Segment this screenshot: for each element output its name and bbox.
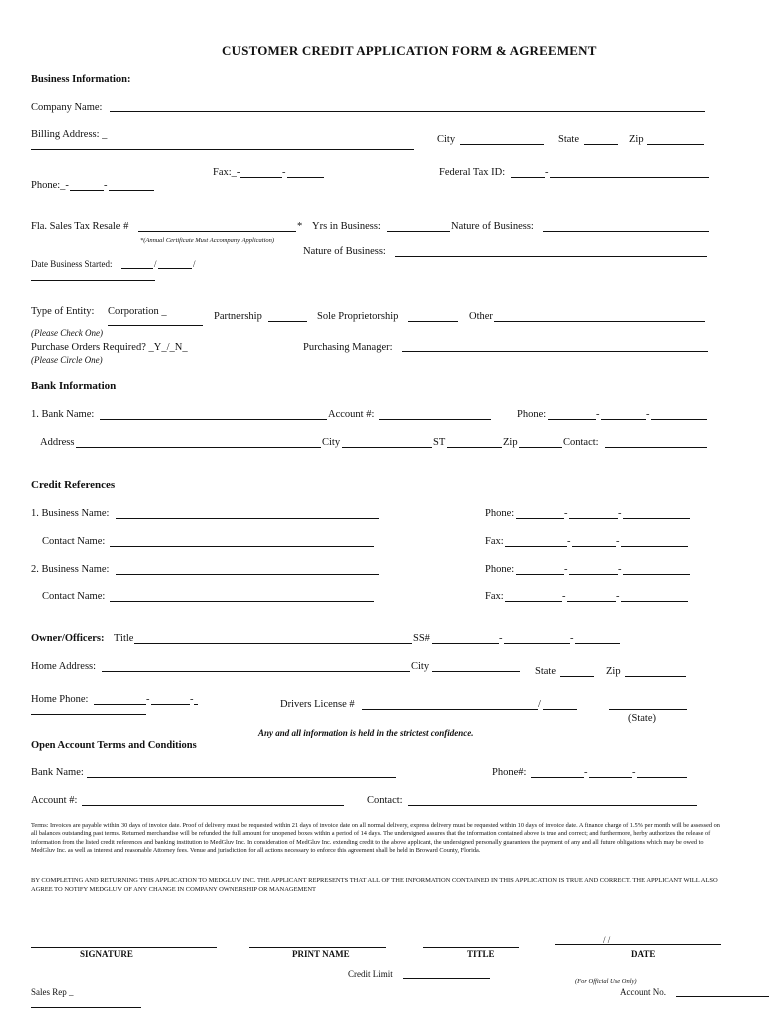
signature-field[interactable] (31, 947, 217, 948)
terms-contact-field[interactable] (408, 805, 697, 806)
credit-fax-1-field-c[interactable] (621, 546, 688, 547)
sales-rep-label: Sales Rep _ (31, 987, 74, 997)
owner-title-label: Title (114, 633, 134, 644)
fax-field-b[interactable] (287, 177, 324, 178)
fax-dash: - (282, 167, 286, 178)
home-phone-field-d[interactable] (31, 714, 146, 715)
company-name-label: Company Name: (31, 102, 103, 113)
sales-tax-label: Fla. Sales Tax Resale # (31, 221, 129, 232)
federal-tax-id-label: Federal Tax ID: (439, 167, 506, 178)
nature-business-label-2: Nature of Business: (303, 246, 386, 257)
circle-one-note: (Please Circle One) (31, 355, 103, 365)
terms-contact-label: Contact: (367, 795, 403, 806)
date-label: DATE (631, 949, 656, 959)
fax-label: Fax:_- (213, 167, 241, 178)
credit-fax-2-field-b[interactable] (567, 601, 616, 602)
official-use-note: (For Official Use Only) (575, 978, 637, 985)
ss-label: SS# (413, 633, 430, 644)
credit-phone-1-dash-2: - (618, 508, 622, 519)
sales-tax-field[interactable] (138, 231, 296, 232)
agreement-paragraph: BY COMPLETING AND RETURNING THIS APPLICATION TO MEDGLUV INC. THE APPLICANT REPRESENTS THAT ALL OF THE INFORMATION CONTAINED IN THIS APPLICATION IS TRUE AND CORRECT. THE APPLICANT WILL ALSO AGREE TO NOTIFY MEDGLUV OF ANY CHANGE IN COMPANY OWNERSHIP OR MANAGEMENT (31, 877, 718, 893)
purchasing-manager-field[interactable] (402, 351, 708, 352)
bank-account-label: Account #: (328, 409, 375, 420)
home-address-field[interactable] (102, 671, 410, 672)
credit-contact-name-2-field[interactable] (110, 601, 374, 602)
credit-fax-1-dash-1: - (567, 536, 571, 547)
date-slash-1: / (154, 259, 157, 269)
credit-phone-2-label: Phone: (485, 564, 515, 575)
credit-contact-name-1-label: Contact Name: (42, 536, 106, 547)
state-label: State (558, 134, 579, 145)
terms-phone-field-c[interactable] (637, 777, 687, 778)
yrs-in-business-label: Yrs in Business: (312, 221, 381, 232)
zip-field[interactable] (647, 144, 704, 145)
credit-limit-label: Credit Limit (348, 969, 393, 979)
date-started-month[interactable] (121, 268, 153, 269)
date-slash-2: / (193, 259, 196, 269)
business-info-heading: Business Information: (31, 74, 131, 85)
credit-phone-2-dash-1: - (564, 564, 568, 575)
drivers-license-extra[interactable] (543, 709, 577, 710)
terms-phone-field-b[interactable] (589, 777, 632, 778)
credit-references-heading: Credit References (31, 479, 116, 491)
drivers-license-field[interactable] (362, 709, 538, 710)
ss-dash-2: - (570, 633, 574, 644)
terms-paragraph: Terms: Invoices are payable within 30 days of invoice date. Proof of delivery must be requested within 21 days of invoice date on all normal delivery, express delivery must be requested within 10 days of invoice date. A finance charge of 1.5% per month will be assessed on all balances outstanding past terms. Returned merchandise will be refunded the full amount for unopened boxes within a period of 14 days. The undersigned assures that the information contained above is true and correct; and furthermore, herby authorizes the release of information from the listed credit references and banking institution to MedGluv Inc. In consideration of MedGluv Inc. extending credit to the above applicant, the undersigned personally guarantees the payment of any and all future obligations which may be owed to MedGluv Inc. as well as interest and reasonable Attorney fees. Venue and jurisdiction for all actions necessary to enforce this agreement shall be held in Broward County, Florida. (31, 822, 720, 854)
terms-phone-dash-1: - (584, 767, 588, 778)
owner-city-field[interactable] (432, 671, 520, 672)
bank-phone-label: Phone: (517, 409, 547, 420)
phone-label: Phone:_- (31, 180, 69, 191)
po-required-label[interactable]: Purchase Orders Required? _Y_/_N_ (31, 342, 188, 353)
credit-phone-2-field-c[interactable] (623, 574, 690, 575)
certificate-note: *(Annual Certificate Must Accompany Application) (140, 237, 275, 244)
nature-business-label: Nature of Business: (451, 221, 534, 232)
bank-address-field[interactable] (76, 447, 321, 448)
credit-fax-2-dash-2: - (616, 591, 620, 602)
credit-fax-1-label: Fax: (485, 536, 504, 547)
bank-zip-field[interactable] (519, 447, 562, 448)
date-started-day[interactable] (158, 268, 192, 269)
home-phone-field-c[interactable] (194, 704, 198, 705)
nature-business-field[interactable] (543, 231, 709, 232)
date-started-label: Date Business Started: (31, 259, 113, 269)
state-field[interactable] (584, 144, 618, 145)
terms-phone-field-a[interactable] (531, 777, 584, 778)
owner-officers-heading: Owner/Officers: (31, 633, 105, 644)
credit-fax-2-dash-1: - (562, 591, 566, 602)
credit-phone-2-dash-2: - (618, 564, 622, 575)
owner-state-field[interactable] (560, 676, 594, 677)
title-label: TITLE (467, 949, 495, 959)
credit-phone-2-field-b[interactable] (569, 574, 618, 575)
credit-limit-field[interactable] (403, 978, 490, 979)
bank-city-label: City (322, 437, 341, 448)
credit-business-name-2-field[interactable] (116, 574, 379, 575)
credit-contact-name-2-label: Contact Name: (42, 591, 106, 602)
credit-fax-1-dash-2: - (616, 536, 620, 547)
city-label: City (437, 134, 456, 145)
print-name-field[interactable] (249, 947, 386, 948)
federal-tax-id-field-a[interactable] (511, 177, 545, 178)
bank-phone-dash-1: - (596, 409, 600, 420)
ss-field-b[interactable] (504, 643, 570, 644)
yrs-in-business-field[interactable] (387, 231, 450, 232)
other-line[interactable] (494, 321, 705, 322)
home-phone-label: Home Phone: (31, 694, 89, 705)
billing-address-field[interactable] (31, 149, 414, 150)
phone-field-b[interactable] (109, 190, 154, 191)
owner-zip-label: Zip (606, 666, 621, 677)
account-no-field[interactable] (676, 996, 769, 997)
owner-zip-field[interactable] (625, 676, 686, 677)
ss-dash-1: - (499, 633, 503, 644)
corporation-line[interactable] (108, 325, 203, 326)
terms-phone-label: Phone#: (492, 767, 527, 778)
credit-contact-name-1-field[interactable] (110, 546, 374, 547)
partnership-option[interactable]: Partnership (214, 311, 262, 322)
terms-bank-name-label: Bank Name: (31, 767, 84, 778)
home-phone-dash-2: - (190, 694, 194, 705)
sales-rep-field[interactable] (31, 1007, 141, 1008)
fax-field-a[interactable] (240, 177, 282, 178)
partnership-line[interactable] (268, 321, 307, 322)
other-option[interactable]: Other (469, 311, 493, 322)
open-account-heading: Open Account Terms and Conditions (31, 740, 197, 751)
bank-st-label: ST (433, 437, 446, 448)
credit-fax-2-label: Fax: (485, 591, 504, 602)
print-name-label: PRINT NAME (292, 949, 350, 959)
company-name-field[interactable] (110, 111, 705, 112)
home-phone-field-a[interactable] (94, 704, 146, 705)
confidential-note: Any and all information is held in the strictest confidence. (258, 728, 474, 738)
federal-tax-id-field-b[interactable] (550, 177, 709, 178)
date-slashes: / / (603, 935, 611, 945)
drivers-license-label: Drivers License # (280, 699, 355, 710)
terms-bank-name-field[interactable] (87, 777, 396, 778)
date-field[interactable] (555, 944, 721, 945)
bank-contact-field[interactable] (605, 447, 707, 448)
ss-field-a[interactable] (432, 643, 499, 644)
terms-phone-dash-2: - (632, 767, 636, 778)
owner-city-label: City (411, 661, 430, 672)
billing-address-label: Billing Address: _ (31, 129, 108, 140)
bank-phone-field-a[interactable] (548, 419, 596, 420)
date-started-year[interactable] (31, 280, 155, 281)
bank-contact-label: Contact: (563, 437, 599, 448)
phone-dash: - (104, 180, 108, 191)
bank-name-label: 1. Bank Name: (31, 409, 95, 420)
credit-phone-2-field-a[interactable] (516, 574, 564, 575)
purchasing-manager-label: Purchasing Manager: (303, 342, 393, 353)
form-title: CUSTOMER CREDIT APPLICATION FORM & AGREEMENT (222, 43, 597, 58)
credit-phone-1-field-b[interactable] (569, 518, 618, 519)
federal-tax-id-dash: - (545, 167, 549, 178)
sales-tax-star: * (297, 221, 303, 232)
credit-fax-1-field-b[interactable] (572, 546, 616, 547)
bank-phone-dash-2: - (646, 409, 650, 420)
credit-business-name-2-label: 2. Business Name: (31, 564, 110, 575)
phone-field-a[interactable] (70, 190, 104, 191)
home-address-label: Home Address: (31, 661, 97, 672)
bank-phone-field-c[interactable] (651, 419, 707, 420)
credit-phone-1-field-a[interactable] (516, 518, 564, 519)
bank-city-field[interactable] (342, 447, 432, 448)
sole-prop-line[interactable] (408, 321, 458, 322)
terms-account-field[interactable] (82, 805, 344, 806)
zip-label: Zip (629, 134, 644, 145)
bank-account-field[interactable] (379, 419, 491, 420)
bank-name-field[interactable] (100, 419, 327, 420)
ss-field-c[interactable] (575, 643, 620, 644)
entity-type-label: Type of Entity: (31, 306, 95, 317)
bank-info-heading: Bank Information (31, 380, 117, 392)
state-paren-label: (State) (628, 713, 656, 724)
owner-title-field[interactable] (134, 643, 412, 644)
city-field[interactable] (460, 144, 544, 145)
terms-account-label: Account #: (31, 795, 78, 806)
credit-fax-1-field-a[interactable] (505, 546, 567, 547)
bank-address-label: Address (40, 437, 75, 448)
credit-business-name-1-label: 1. Business Name: (31, 508, 110, 519)
drivers-license-state-field[interactable] (609, 709, 687, 710)
nature-business-field-2[interactable] (395, 256, 707, 257)
credit-fax-2-field-c[interactable] (621, 601, 688, 602)
title-field[interactable] (423, 947, 519, 948)
signature-label: SIGNATURE (80, 949, 133, 959)
bank-st-field[interactable] (447, 447, 502, 448)
drivers-license-slash: / (538, 699, 541, 710)
credit-phone-1-label: Phone: (485, 508, 515, 519)
credit-business-name-1-field[interactable] (116, 518, 379, 519)
bank-zip-label: Zip (503, 437, 518, 448)
corporation-option[interactable]: Corporation _ (108, 306, 167, 317)
bank-phone-field-b[interactable] (601, 419, 646, 420)
check-one-note: (Please Check One) (31, 328, 103, 338)
owner-state-label: State (535, 666, 556, 677)
credit-phone-1-dash-1: - (564, 508, 568, 519)
account-no-label: Account No. (620, 987, 666, 997)
credit-phone-1-field-c[interactable] (623, 518, 690, 519)
home-phone-field-b[interactable] (151, 704, 190, 705)
home-phone-dash-1: - (146, 694, 150, 705)
sole-prop-option[interactable]: Sole Proprietorship (317, 311, 399, 322)
credit-fax-2-field-a[interactable] (505, 601, 562, 602)
